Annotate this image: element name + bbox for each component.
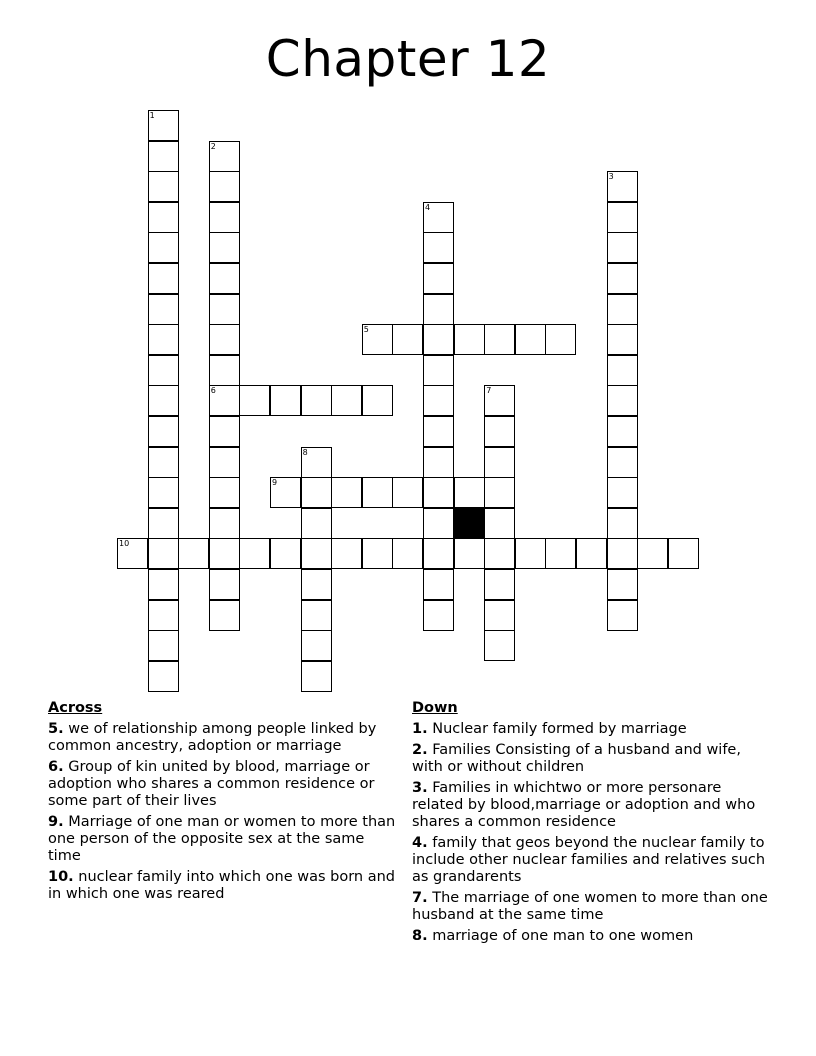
- grid-cell[interactable]: [607, 477, 638, 508]
- grid-cell[interactable]: [209, 141, 240, 172]
- grid-cell[interactable]: [148, 538, 179, 569]
- clue-down-7: [412, 890, 772, 924]
- grid-cell[interactable]: [423, 355, 454, 386]
- grid-cell[interactable]: [148, 630, 179, 661]
- grid-cell[interactable]: [607, 447, 638, 478]
- clue-text: Families in whichtwo or more personare related by blood,marriage or adoption and who shares a common residence: [412, 780, 756, 830]
- grid-cell[interactable]: [148, 600, 179, 631]
- clue-number: 6.: [48, 759, 64, 775]
- grid-cell[interactable]: [148, 110, 179, 141]
- grid-cell[interactable]: [545, 538, 576, 569]
- grid-cell[interactable]: [239, 538, 270, 569]
- grid-cell[interactable]: [362, 477, 393, 508]
- grid-cell[interactable]: [148, 355, 179, 386]
- cell-number: 5: [363, 325, 369, 335]
- clue-number: 4.: [412, 835, 428, 851]
- grid-cell[interactable]: [454, 538, 485, 569]
- grid-cell[interactable]: [301, 600, 332, 631]
- grid-cell[interactable]: [423, 324, 454, 355]
- grid-cell[interactable]: [484, 477, 515, 508]
- grid-cell[interactable]: [209, 355, 240, 386]
- clue-number: 1.: [412, 721, 428, 737]
- grid-cell[interactable]: [209, 538, 240, 569]
- clue-down-1: [412, 721, 772, 738]
- grid-cell[interactable]: [209, 385, 240, 416]
- black-cell: [454, 508, 485, 539]
- grid-cell[interactable]: [331, 385, 362, 416]
- cell-number: 1: [149, 111, 155, 120]
- grid-cell[interactable]: [607, 508, 638, 539]
- grid-cell[interactable]: [515, 324, 546, 355]
- grid-cell[interactable]: [148, 263, 179, 294]
- down-heading: Down: [412, 700, 458, 716]
- grid-cell[interactable]: [423, 232, 454, 263]
- grid-cell[interactable]: [148, 661, 179, 692]
- clue-text: Group of kin united by blood, marriage or adoption who shares a common residence or some part of their lives: [48, 759, 375, 809]
- clue-number: 3.: [412, 780, 428, 796]
- grid-cell[interactable]: [239, 385, 270, 416]
- grid-cell[interactable]: [484, 538, 515, 569]
- grid-cell[interactable]: [362, 324, 393, 355]
- page-title: Chapter 12: [265, 30, 551, 88]
- grid-cell[interactable]: [423, 263, 454, 294]
- grid-cell[interactable]: [607, 324, 638, 355]
- clue-across-9: [48, 814, 400, 865]
- clue-down-2: [412, 742, 772, 776]
- grid-cell[interactable]: [209, 508, 240, 539]
- grid-cell[interactable]: [209, 171, 240, 202]
- cell-number: 2: [210, 141, 216, 151]
- grid-cell[interactable]: [423, 294, 454, 325]
- grid-cell[interactable]: [301, 385, 332, 416]
- clue-number: 2.: [412, 742, 428, 758]
- grid-cell[interactable]: [301, 477, 332, 508]
- clue-text: family that geos beyond the nuclear family to include other nuclear families and relatives such as grandarents: [412, 835, 766, 885]
- grid-cell[interactable]: [392, 477, 423, 508]
- down-clues: [412, 700, 772, 949]
- clue-down-8: [412, 928, 772, 945]
- grid-cell[interactable]: [607, 385, 638, 416]
- grid-cell[interactable]: [148, 294, 179, 325]
- clue-text: Marriage of one man or women to more than one person of the opposite sex at the same time: [48, 814, 396, 864]
- cell-number: 10: [119, 539, 130, 549]
- grid-cell[interactable]: [148, 324, 179, 355]
- grid-cell[interactable]: [148, 447, 179, 478]
- grid-cell[interactable]: [270, 477, 301, 508]
- clue-text: we of relationship among people linked by common ancestry, adoption or marriage: [48, 721, 377, 754]
- clue-across-5: [48, 721, 400, 755]
- grid-cell[interactable]: [423, 447, 454, 478]
- grid-cell[interactable]: [209, 447, 240, 478]
- clue-number: 5.: [48, 721, 64, 737]
- clue-text: marriage of one man to one women: [432, 928, 694, 944]
- grid-cell[interactable]: [301, 447, 332, 478]
- cell-number: 6: [210, 386, 216, 396]
- grid-cell[interactable]: [362, 385, 393, 416]
- cell-number: 7: [486, 386, 492, 396]
- grid-cell[interactable]: [148, 141, 179, 172]
- grid-cell[interactable]: [362, 538, 393, 569]
- grid-cell[interactable]: [484, 630, 515, 661]
- grid-cell[interactable]: [607, 569, 638, 600]
- grid-cell[interactable]: [484, 569, 515, 600]
- cell-number: 9: [272, 478, 278, 488]
- grid-cell[interactable]: [178, 538, 209, 569]
- grid-cell[interactable]: [148, 569, 179, 600]
- clue-text: The marriage of one women to more than one husband at the same time: [412, 890, 768, 923]
- grid-cell[interactable]: [484, 600, 515, 631]
- clue-number: 10.: [48, 869, 74, 885]
- grid-cell[interactable]: [545, 324, 576, 355]
- grid-cell[interactable]: [484, 447, 515, 478]
- grid-cell[interactable]: [454, 477, 485, 508]
- grid-cell[interactable]: [607, 294, 638, 325]
- clue-text: Nuclear family formed by marriage: [432, 721, 687, 737]
- grid-cell[interactable]: [423, 508, 454, 539]
- grid-cell[interactable]: [515, 538, 546, 569]
- cell-number: 4: [425, 202, 431, 212]
- grid-cell[interactable]: [423, 416, 454, 447]
- clue-text: nuclear family into which one was born and in which one was reared: [48, 869, 396, 902]
- grid-cell[interactable]: [607, 171, 638, 202]
- grid-cell[interactable]: [331, 477, 362, 508]
- grid-cell[interactable]: [209, 263, 240, 294]
- cell-number: 8: [302, 447, 308, 457]
- grid-cell[interactable]: [117, 538, 148, 569]
- clue-down-3: [412, 780, 772, 831]
- grid-cell[interactable]: [423, 538, 454, 569]
- grid-cell[interactable]: [668, 538, 699, 569]
- clue-number: 7.: [412, 890, 428, 906]
- clue-across-10: [48, 869, 400, 903]
- across-heading: Across: [48, 700, 103, 716]
- grid-cell[interactable]: [209, 202, 240, 233]
- grid-cell[interactable]: [392, 324, 423, 355]
- grid-cell[interactable]: [270, 538, 301, 569]
- grid-cell[interactable]: [637, 538, 668, 569]
- grid-cell[interactable]: [270, 385, 301, 416]
- grid-cell[interactable]: [301, 508, 332, 539]
- grid-cell[interactable]: [148, 171, 179, 202]
- clue-number: 9.: [48, 814, 64, 830]
- grid-cell[interactable]: [209, 232, 240, 263]
- grid-cell[interactable]: [423, 477, 454, 508]
- grid-cell[interactable]: [454, 324, 485, 355]
- grid-cell[interactable]: [423, 569, 454, 600]
- grid-cell[interactable]: [209, 600, 240, 631]
- grid-cell[interactable]: [148, 508, 179, 539]
- grid-cell[interactable]: [301, 569, 332, 600]
- grid-cell[interactable]: [301, 661, 332, 692]
- grid-cell[interactable]: [423, 385, 454, 416]
- grid-cell[interactable]: [607, 416, 638, 447]
- grid-cell[interactable]: [148, 202, 179, 233]
- grid-cell[interactable]: [484, 508, 515, 539]
- grid-cell[interactable]: [576, 538, 607, 569]
- grid-cell[interactable]: [607, 263, 638, 294]
- grid-cell[interactable]: [209, 477, 240, 508]
- grid-cell[interactable]: [331, 538, 362, 569]
- grid-cell[interactable]: [301, 630, 332, 661]
- grid-cell[interactable]: [607, 232, 638, 263]
- grid-cell[interactable]: [423, 202, 454, 233]
- grid-cell[interactable]: [148, 232, 179, 263]
- grid-cell[interactable]: [301, 538, 332, 569]
- grid-cell[interactable]: [484, 416, 515, 447]
- grid-cell[interactable]: [607, 538, 638, 569]
- grid-cell[interactable]: [484, 324, 515, 355]
- grid-cell[interactable]: [607, 355, 638, 386]
- grid-cell[interactable]: [484, 385, 515, 416]
- cell-number: 3: [608, 172, 614, 182]
- clue-across-6: [48, 759, 400, 810]
- grid-cell[interactable]: [148, 477, 179, 508]
- grid-cell[interactable]: [148, 385, 179, 416]
- grid-cell[interactable]: [148, 416, 179, 447]
- grid-cell[interactable]: [209, 569, 240, 600]
- clue-number: 8.: [412, 928, 428, 944]
- grid-cell[interactable]: [209, 324, 240, 355]
- grid-cell[interactable]: [607, 202, 638, 233]
- across-clues: [48, 700, 400, 907]
- grid-cell[interactable]: [423, 600, 454, 631]
- grid-cell[interactable]: [209, 416, 240, 447]
- grid-cell[interactable]: [209, 294, 240, 325]
- grid-cell[interactable]: [607, 600, 638, 631]
- clue-down-4: [412, 835, 772, 886]
- grid-cell[interactable]: [392, 538, 423, 569]
- clue-text: Families Consisting of a husband and wife, with or without children: [412, 742, 741, 775]
